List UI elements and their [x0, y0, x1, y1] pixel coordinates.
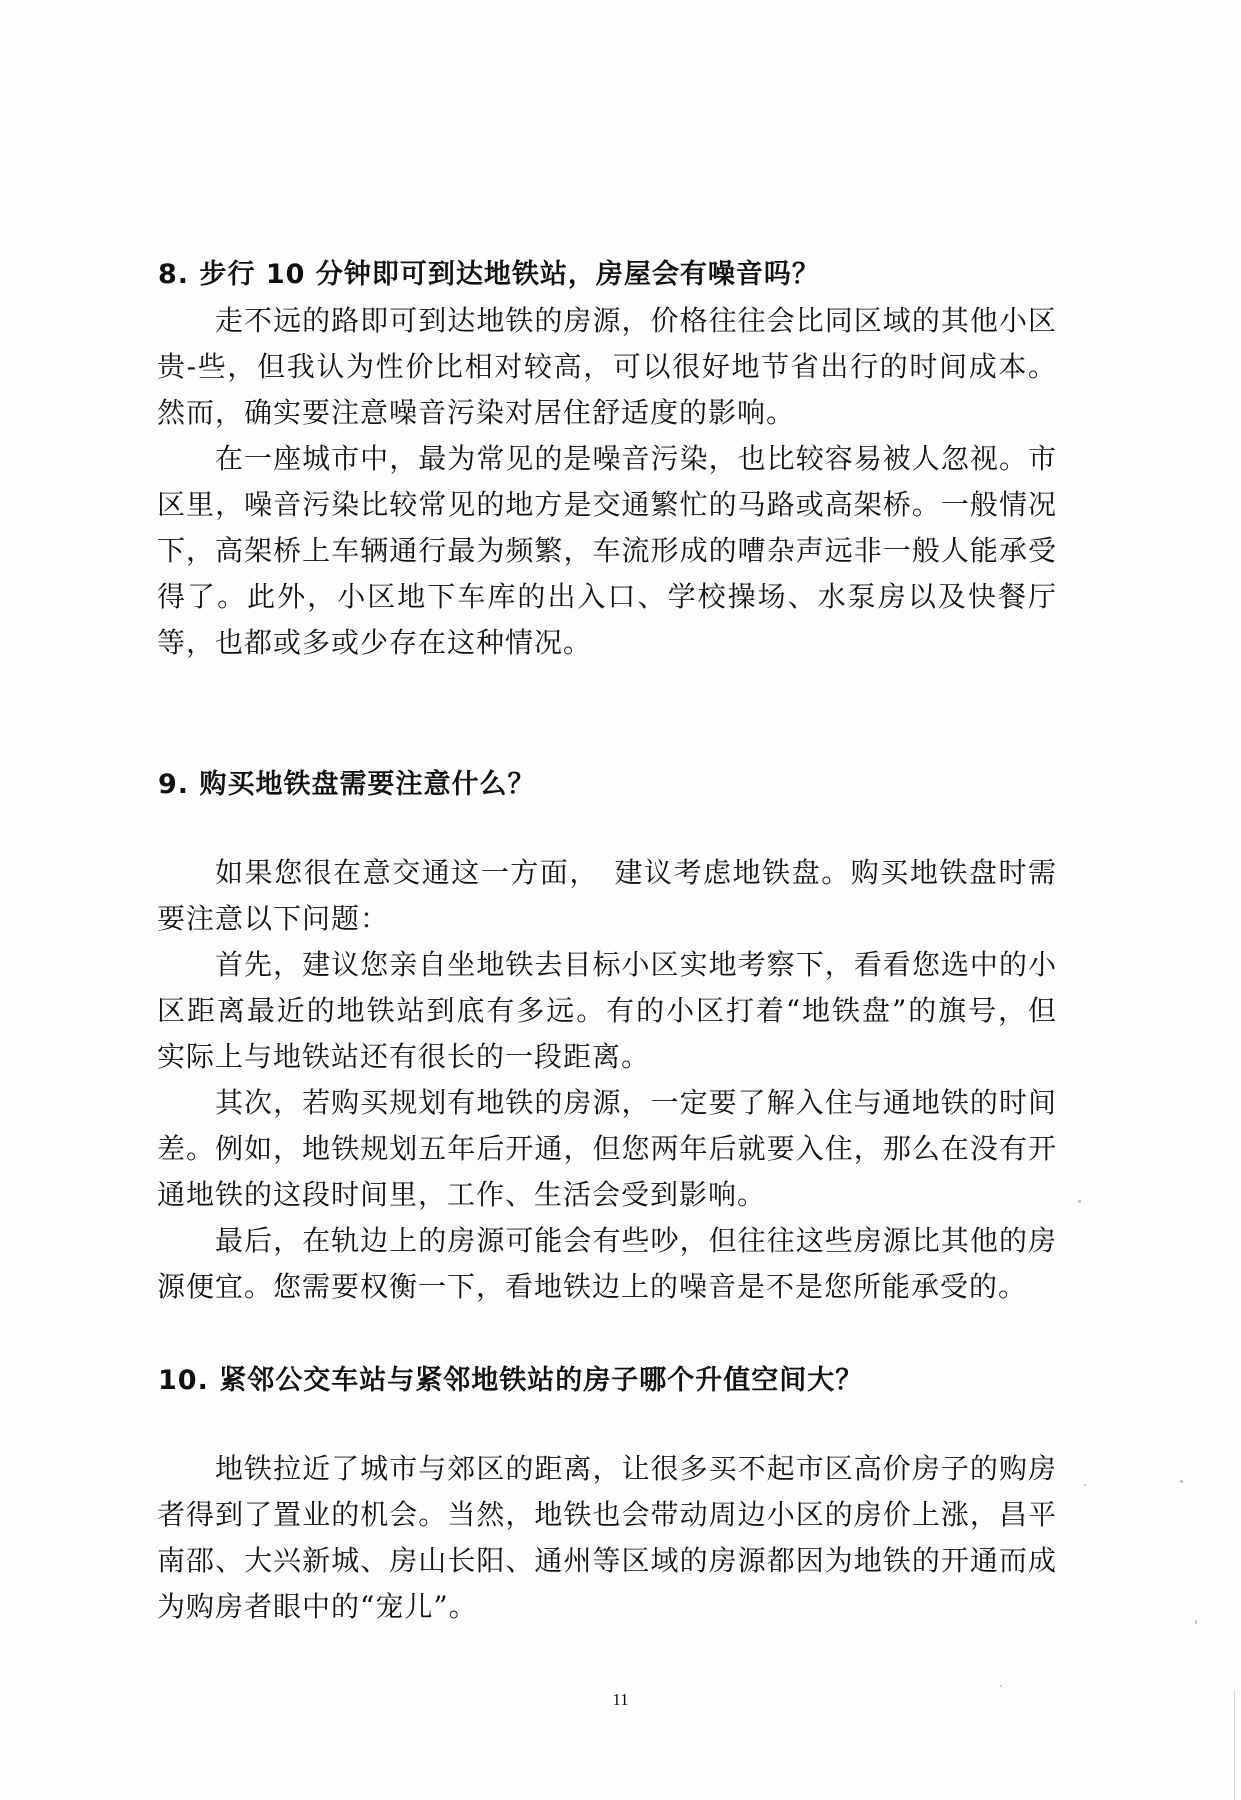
- section-heading-10: 10. 紧邻公交车站与紧邻地铁站的房子哪个升值空间大？: [158, 1365, 864, 1396]
- page-number: 11: [612, 1690, 629, 1709]
- section-9-paragraph-1: 如果您很在意交通这一方面， 建议考虑地铁盘。购买地铁盘时需要注意以下问题：: [157, 856, 1057, 935]
- section-heading-9: 9. 购买地铁盘需要注意什么？: [158, 769, 536, 800]
- section-9-paragraph-4: 最后，在轨边上的房源可能会有些吵，但往往这些房源比其他的房源便宜。您需要权衡一下，看地铁边上的噪音是不是您所能承受的。: [157, 1224, 1057, 1303]
- section-9-paragraph-2: 首先，建议您亲自坐地铁去目标小区实地考察下，看看您选中的小区距离最近的地铁站到底有多远。有的小区打着“地铁盘”的旗号，但实际上与地铁站还有很长的一段距离。: [157, 948, 1057, 1073]
- scan-speck: [1000, 1685, 1002, 1687]
- scan-speck: [1084, 1484, 1086, 1486]
- section-8-paragraph-2: 在一座城市中，最为常见的是噪音污染，也比较容易被人忽视。市区里，噪音污染比较常见的地方是交通繁忙的马路或高架桥。一般情况下，高架桥上车辆通行最为频繁，车流形成的嘈杂声远非一般人能承受得了。此外，小区地下车库的出入口、学校操场、水泵房以及快餐厅等，也都或多或少存在这种情况。: [157, 442, 1057, 659]
- section-9-paragraph-3: 其次，若购买规划有地铁的房源，一定要了解入住与通地铁的时间差。例如，地铁规划五年后开通，但您两年后就要入住，那么在没有开通地铁的这段时间里，工作、生活会受到影响。: [157, 1086, 1057, 1211]
- section-heading-8: 8. 步行 10 分钟即可到达地铁站，房屋会有噪音吗？: [158, 259, 820, 290]
- section-8-paragraph-1: 走不远的路即可到达地铁的房源，价格往往会比同区域的其他小区贵-些，但我认为性价比相对较高，可以很好地节省出行的时间成本。然而，确实要注意噪音污染对居住舒适度的影响。: [157, 304, 1057, 429]
- scan-speck: [1195, 1620, 1197, 1624]
- scan-speck: [1078, 1200, 1081, 1203]
- scan-edge-line: [1234, 1690, 1235, 1800]
- section-10-paragraph-1: 地铁拉近了城市与郊区的距离，让很多买不起市区高价房子的购房者得到了置业的机会。当然，地铁也会带动周边小区的房价上涨，昌平南邵、大兴新城、房山长阳、通州等区域的房源都因为地铁的开通而成为购房者眼中的“宠儿”。: [157, 1452, 1057, 1623]
- scan-speck: [1180, 1480, 1183, 1483]
